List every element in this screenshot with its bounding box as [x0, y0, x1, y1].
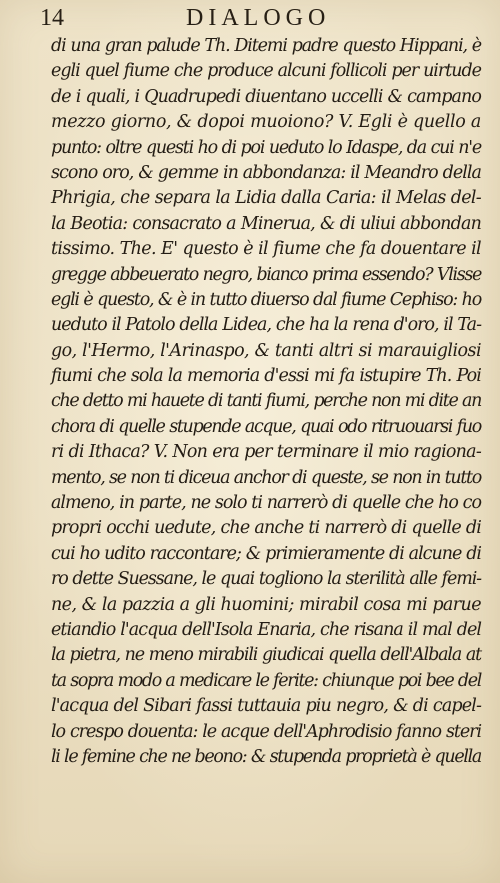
text-line: scono oro, & gemme in abbondanza: il Meandro della [51, 162, 481, 183]
text-line: l'acqua del Sibari fassi tuttauia piu negro, & di capel- [51, 696, 481, 717]
running-title: DIALOGO [186, 5, 331, 31]
text-line: ueduto il Patolo della Lidea, che ha la rena d'oro, il Ta- [51, 315, 481, 336]
text-line: go, l'Hermo, l'Arinaspo, & tanti altri si marauigliosi [51, 340, 481, 361]
text-line: egli è questo, & è in tutto diuerso dal fiume Cephiso: ho [51, 289, 481, 310]
text-line: ro dette Suessane, le quai togliono la sterilità alle femi- [51, 569, 481, 590]
text-line: la pietra, ne meno mirabili giudicai quella dell'Albala at [51, 645, 481, 666]
body-text [51, 34, 481, 770]
text-line: egli quel fiume che produce alcuni follicoli per uirtude [51, 61, 481, 82]
text-line: li le femine che ne beono: & stupenda proprietà è quella [51, 746, 481, 767]
text-line: che detto mi hauete di tanti fiumi, perche non mi dite an [51, 391, 481, 412]
text-line: mezzo giorno, & dopoi muoiono? V. Egli è quello a [51, 112, 481, 133]
text-line: de i quali, i Quadrupedi diuentano uccelli & campano [51, 86, 481, 107]
text-line: di una gran palude Th. Ditemi padre questo Hippani, è [51, 36, 481, 56]
text-line: punto: oltre questi ho di poi ueduto lo Idaspe, da cui n'e [51, 137, 481, 158]
text-line: la Beotia: consacrato a Minerua, & di uliui abbondan [51, 213, 481, 234]
text-line: almeno, in parte, ne solo ti narrerò di quelle che ho co [51, 493, 481, 514]
text-line: propri occhi uedute, che anche ti narrerò di quelle di [51, 518, 481, 539]
text-line: mento, se non ti diceua anchor di queste, se non in tutto [51, 467, 481, 488]
text-line: etiandio l'acqua dell'Isola Enaria, che risana il mal del [51, 619, 481, 640]
text-line: tissimo. The. E' questo è il fiume che fa douentare il [51, 239, 481, 260]
page-number: 14 [40, 5, 64, 31]
text-line: ne, & la pazzia a gli huomini; mirabil cosa mi parue [51, 594, 481, 615]
text-line: fiumi che sola la memoria d'essi mi fa istupire Th. Poi [51, 366, 481, 387]
text-line: lo crespo douenta: le acque dell'Aphrodisio fanno steri [51, 721, 481, 742]
text-line: Phrigia, che separa la Lidia dalla Caria: il Melas del- [51, 188, 481, 209]
text-line: ri di Ithaca? V. Non era per terminare il mio ragiona- [51, 442, 481, 463]
text-line: gregge abbeuerato negro, bianco prima essendo? Vlisse [51, 264, 481, 285]
text-line: chora di quelle stupende acque, quai odo ritruouarsi fuo [51, 416, 481, 437]
text-line: ta sopra modo a medicare le ferite: chiunque poi bee del [51, 670, 481, 691]
text-line: cui ho udito raccontare; & primieramente di alcune di [51, 543, 481, 564]
running-head [0, 4, 500, 32]
